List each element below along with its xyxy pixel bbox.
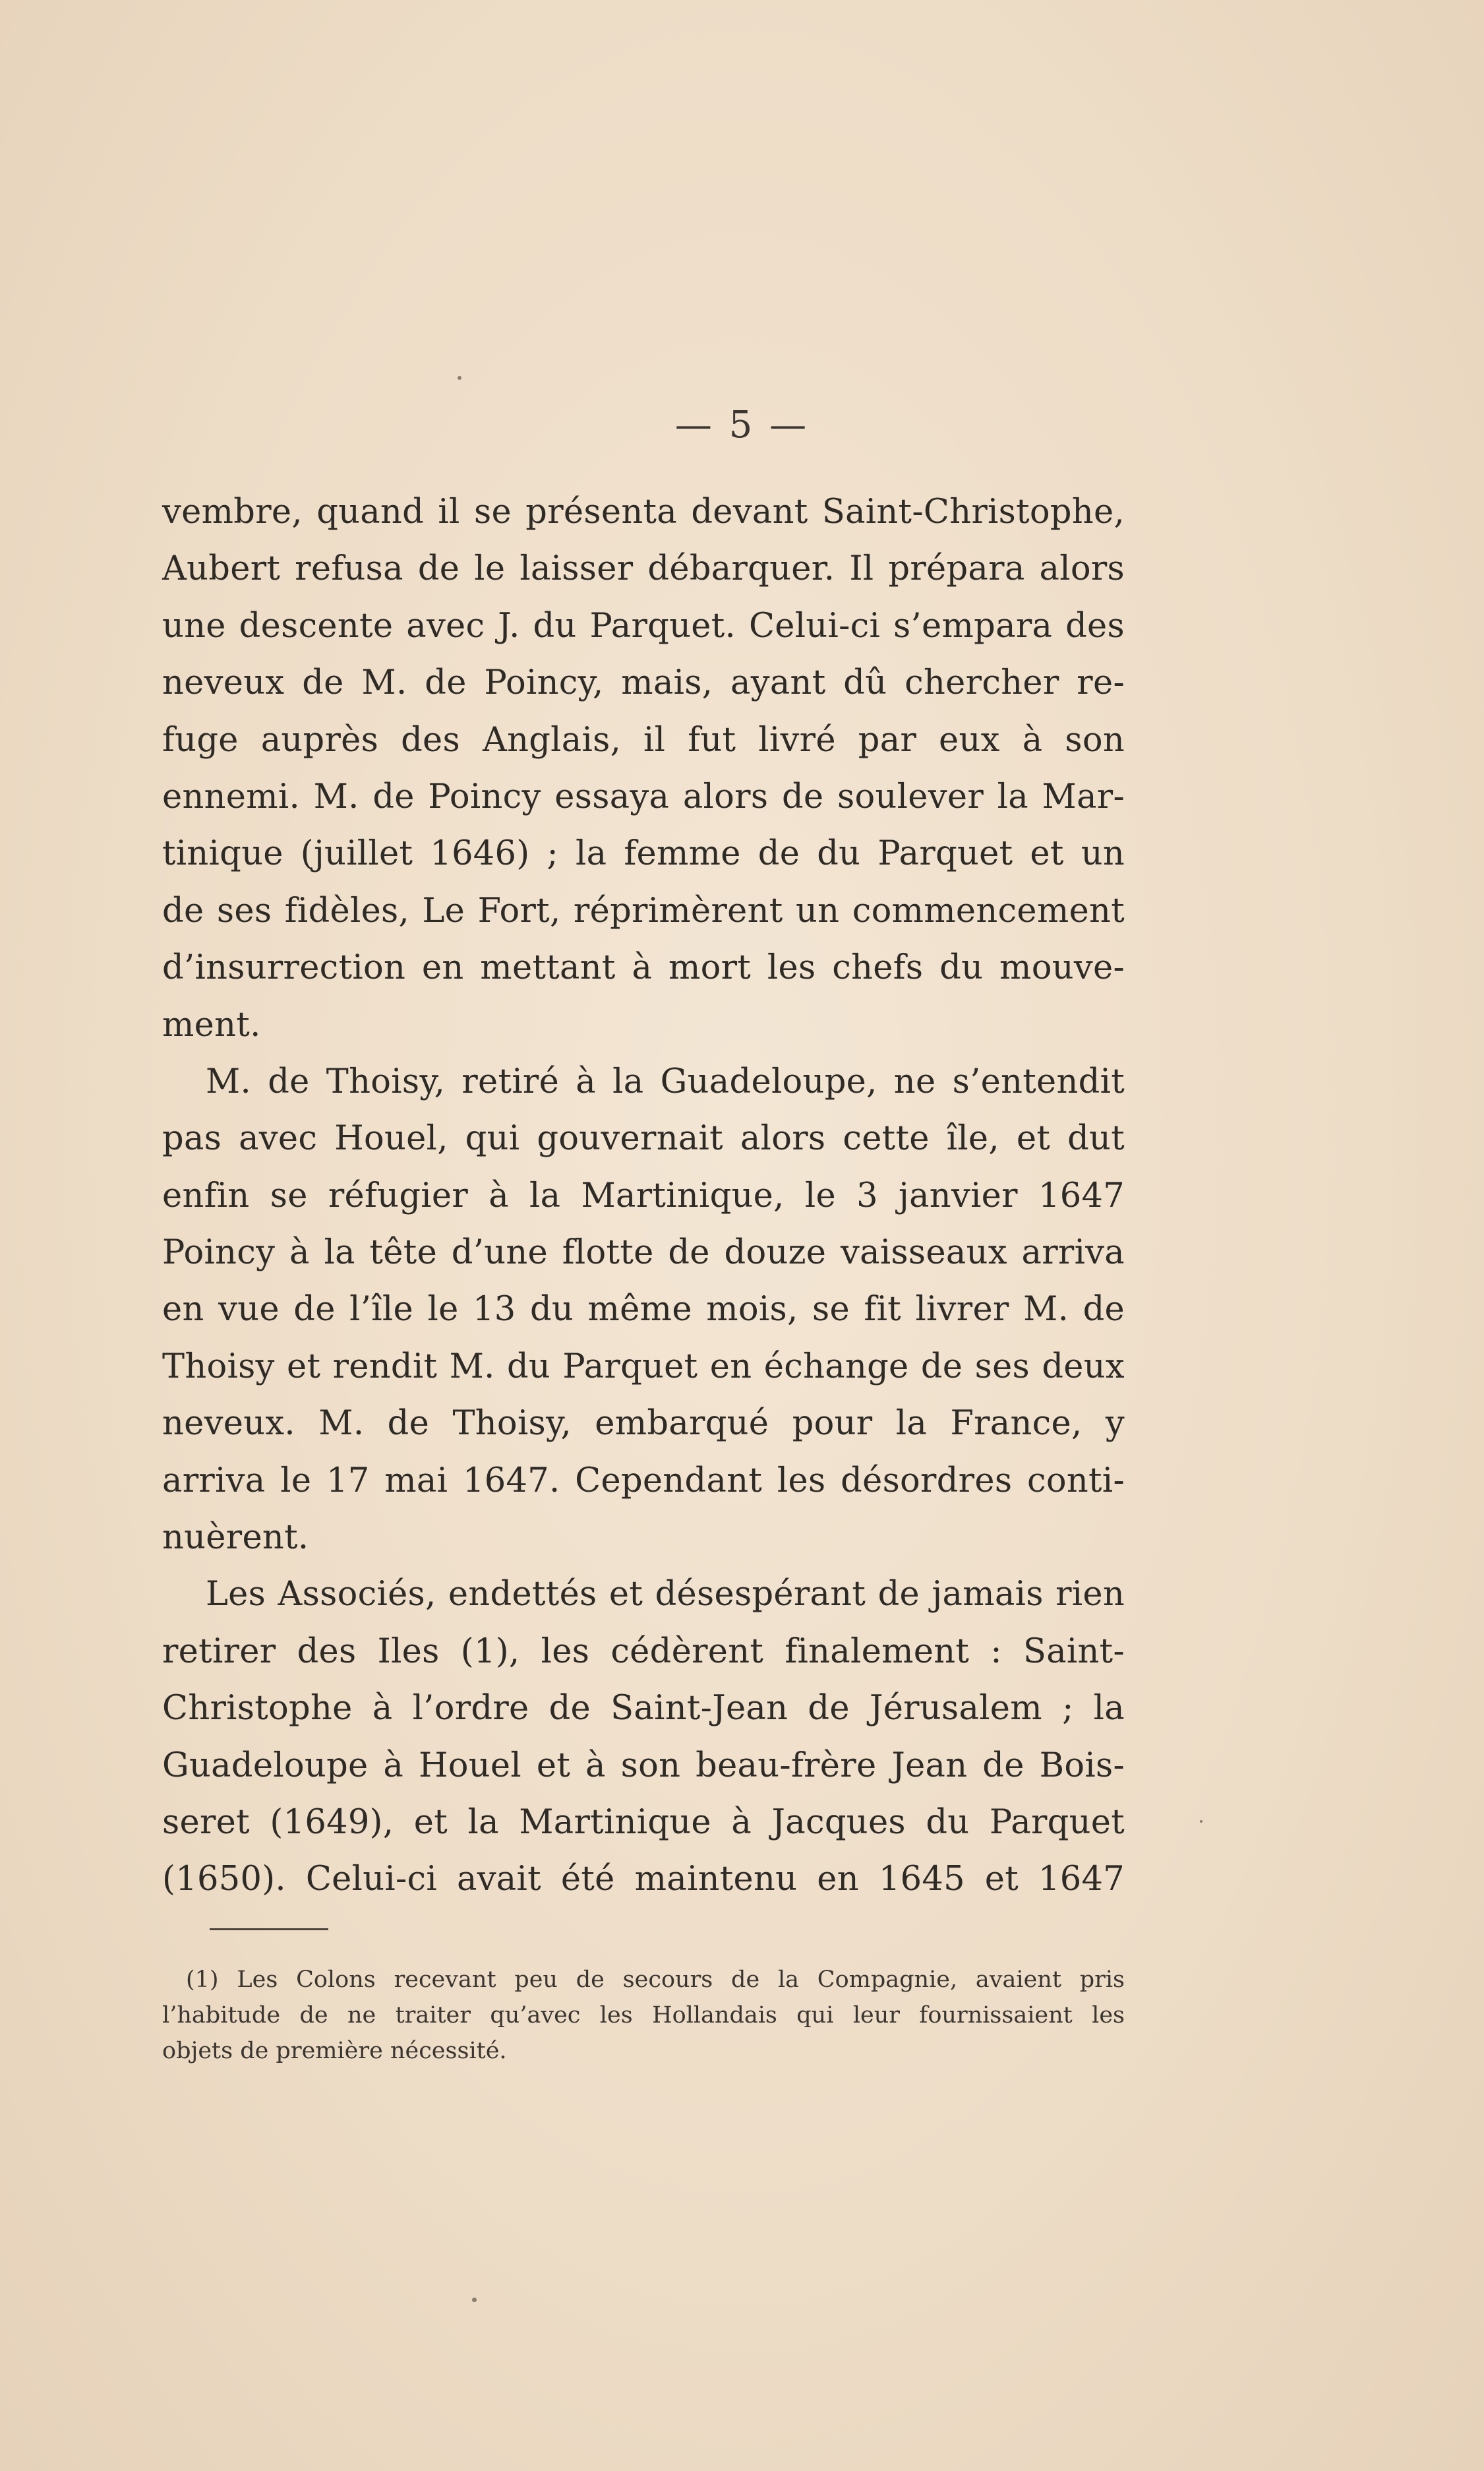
paper-speck	[1200, 1820, 1202, 1823]
body-line: ennemi. M. de Poincy essaya alors de soulever la Mar-	[162, 777, 1125, 816]
footnote-line: l’habitude de ne traiter qu’avec les Hollandais qui leur fournissaient les	[162, 2002, 1125, 2029]
body-line: nuèrent.	[162, 1518, 309, 1558]
body-line: Poincy à la tête d’une flotte de douze vaisseaux arriva	[162, 1233, 1125, 1273]
body-line: Thoisy et rendit M. du Parquet en échange de ses deux	[162, 1347, 1125, 1386]
body-line: M. de Thoisy, retiré à la Guadeloupe, ne s’entendit	[206, 1062, 1125, 1101]
body-line: d’insurrection en mettant à mort les chefs du mouve-	[162, 948, 1125, 988]
body-line: (1650). Celui-ci avait été maintenu en 1645 et 1647	[162, 1860, 1125, 1899]
footnote-line: (1) Les Colons recevant peu de secours de la Compagnie, avaient pris	[186, 1967, 1125, 1993]
body-line: retirer des Iles (1), les cédèrent finalement : Saint-	[162, 1632, 1125, 1671]
body-text	[162, 484, 1125, 1908]
paper-speck	[458, 376, 461, 380]
body-line: Guadeloupe à Houel et à son beau-frère Jean de Bois-	[162, 1746, 1125, 1785]
body-line: tinique (juillet 1646) ; la femme de du Parquet et un	[162, 834, 1125, 874]
paper-speck	[472, 2298, 477, 2302]
body-line: Les Associés, endettés et désespérant de jamais rien	[206, 1575, 1125, 1614]
body-line: enfin se réfugier à la Martinique, le 3 janvier 1647	[162, 1176, 1125, 1215]
body-line: seret (1649), et la Martinique à Jacques du Parquet	[162, 1802, 1125, 1842]
body-line: neveux de M. de Poincy, mais, ayant dû chercher re-	[162, 663, 1125, 703]
footnote	[162, 1962, 1125, 2069]
body-line: de ses fidèles, Le Fort, réprimèrent un commencement	[162, 891, 1125, 930]
body-line: ment.	[162, 1005, 261, 1045]
body-line: vembre, quand il se présenta devant Saint-Christophe,	[162, 493, 1125, 532]
body-line: pas avec Houel, qui gouvernait alors cette île, et dut	[162, 1119, 1125, 1159]
page-number: — 5 —	[674, 404, 810, 446]
footnote-line: objets de première nécessité.	[162, 2038, 507, 2064]
body-line: neveux. M. de Thoisy, embarqué pour la France, y	[162, 1404, 1125, 1444]
body-line: Aubert refusa de le laisser débarquer. Il prépara alors	[162, 549, 1125, 589]
body-line: arriva le 17 mai 1647. Cependant les désordres conti-	[162, 1461, 1125, 1500]
footnote-rule	[210, 1928, 328, 1930]
body-line: fuge auprès des Anglais, il fut livré par eux à son	[162, 720, 1125, 760]
body-line: Christophe à l’ordre de Saint-Jean de Jérusalem ; la	[162, 1689, 1125, 1728]
body-line: en vue de l’île le 13 du même mois, se fit livrer M. de	[162, 1290, 1125, 1329]
body-line: une descente avec J. du Parquet. Celui-ci s’empara des	[162, 606, 1125, 646]
